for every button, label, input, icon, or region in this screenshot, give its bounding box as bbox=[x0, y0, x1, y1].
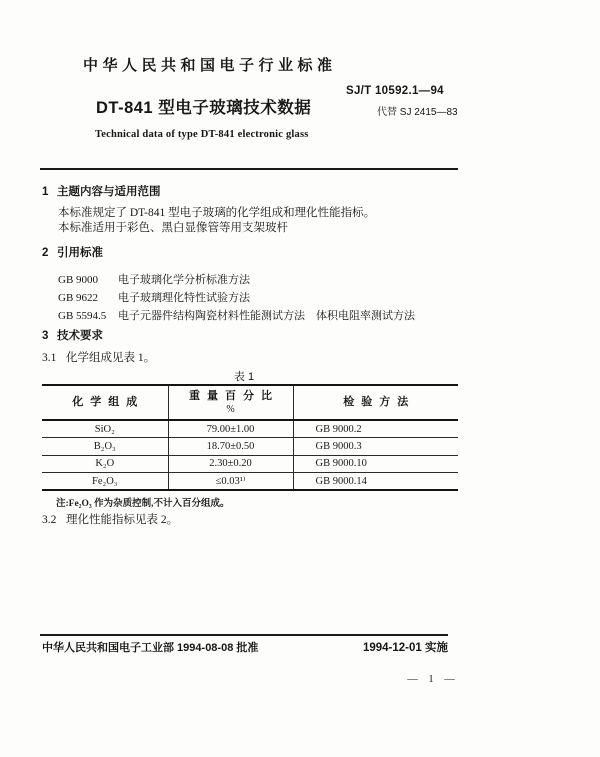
clause-3-1-number: 3.1 bbox=[42, 352, 57, 364]
footer-rule bbox=[40, 634, 448, 636]
cell-method: GB 9000.3 bbox=[293, 438, 458, 456]
cell-percent: 2.30±0.20 bbox=[168, 455, 293, 473]
table-row bbox=[42, 438, 458, 456]
table-row bbox=[42, 473, 458, 491]
reference-item bbox=[58, 292, 250, 305]
clause-3-2 bbox=[42, 514, 178, 527]
clause-3-2-number: 3.2 bbox=[42, 514, 57, 526]
section-1-title: 主题内容与适用范围 bbox=[57, 186, 161, 198]
cell-component: Fe₂O₃ bbox=[42, 473, 168, 491]
cell-percent: 18.70±0.50 bbox=[168, 438, 293, 456]
section-2-heading bbox=[42, 247, 103, 260]
doc-title-english: Technical data of type DT-841 electronic glass bbox=[95, 129, 309, 140]
clause-3-1 bbox=[42, 352, 155, 365]
table-header-row bbox=[42, 385, 458, 420]
column-header-component: 化学组成 bbox=[42, 385, 168, 420]
section-1-paragraph-1: 本标准规定了 DT-841 型电子玻璃的化学组成和理化性能指标。 bbox=[58, 207, 376, 219]
percent-unit: % bbox=[226, 403, 235, 415]
reference-title: 电子玻璃理化特性试验方法 bbox=[118, 292, 250, 304]
replaces-note: 代替 SJ 2415—83 bbox=[377, 107, 458, 118]
clause-3-2-text: 理化性能指标见表 2。 bbox=[66, 514, 179, 526]
cell-component: K₂O bbox=[42, 455, 168, 473]
reference-code: GB 9622 bbox=[58, 292, 99, 304]
section-1-number: 1 bbox=[42, 186, 49, 198]
header-rule bbox=[40, 168, 458, 170]
cell-percent: ≤0.03¹⁾ bbox=[168, 473, 293, 491]
page-number: — 1 — bbox=[407, 674, 455, 685]
section-2-number: 2 bbox=[42, 247, 49, 259]
cell-method: GB 9000.2 bbox=[293, 420, 458, 438]
footer-approval: 中华人民共和国电子工业部 1994-08-08 批准 bbox=[42, 642, 259, 654]
table-1-footnote: 注:Fe₂O₃ 作为杂质控制,不计入百分组成。 bbox=[56, 499, 230, 509]
org-standard-line: 中华人民共和国电子行业标准 bbox=[83, 57, 337, 74]
reference-title: 电子玻璃化学分析标准方法 bbox=[118, 274, 250, 286]
column-header-method: 检验方法 bbox=[293, 385, 458, 420]
table-1-caption: 表 1 bbox=[233, 371, 255, 383]
table-row bbox=[42, 455, 458, 473]
reference-item bbox=[58, 310, 415, 323]
section-2-title: 引用标准 bbox=[57, 247, 103, 259]
section-3-heading bbox=[42, 330, 103, 343]
section-3-number: 3 bbox=[42, 330, 49, 342]
cell-component: SiO₂ bbox=[42, 420, 168, 438]
clause-3-1-text: 化学组成见表 1。 bbox=[66, 352, 156, 364]
reference-code: GB 5594.5 bbox=[58, 310, 107, 322]
footer-effective-date: 1994-12-01 实施 bbox=[362, 642, 448, 654]
reference-title: 电子元器件结构陶瓷材料性能测试方法 体积电阻率测试方法 bbox=[118, 310, 415, 322]
table-1 bbox=[42, 384, 458, 491]
reference-code: GB 9000 bbox=[58, 274, 99, 286]
column-header-percent: 重量百分比 % bbox=[168, 385, 293, 420]
table-row bbox=[42, 420, 458, 438]
section-1-heading bbox=[42, 186, 161, 199]
doc-title: DT-841 型电子玻璃技术数据 bbox=[96, 99, 312, 117]
cell-percent: 79.00±1.00 bbox=[168, 420, 293, 438]
cell-method: GB 9000.14 bbox=[315, 475, 367, 487]
section-3-title: 技术要求 bbox=[57, 330, 103, 342]
section-1-paragraph-2: 本标准适用于彩色、黑白显像管等用支架玻杆 bbox=[58, 222, 288, 234]
standard-code: SJ/T 10592.1—94 bbox=[346, 85, 444, 97]
reference-item bbox=[58, 274, 250, 287]
cell-component: B₂O₃ bbox=[42, 438, 168, 456]
cell-method: GB 9000.10 bbox=[293, 455, 458, 473]
